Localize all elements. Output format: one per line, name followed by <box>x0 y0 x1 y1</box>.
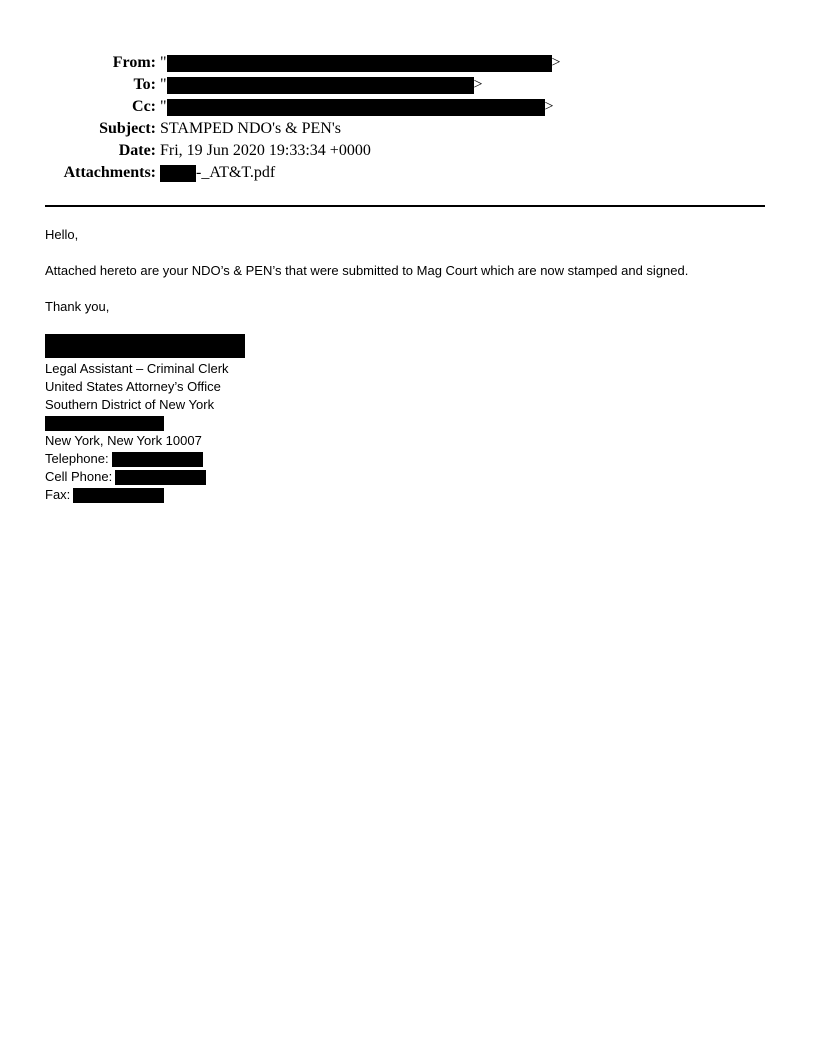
closing: Thank you, <box>45 299 110 314</box>
telephone-label: Telephone: <box>45 451 109 466</box>
signature-district: Southern District of New York <box>45 397 215 412</box>
to-redaction <box>167 77 474 94</box>
signature-name-redaction <box>45 334 245 358</box>
subject-label: Subject: <box>99 120 156 137</box>
from-label: From: <box>112 54 156 71</box>
signature-cell <box>45 468 785 486</box>
cell-label: Cell Phone: <box>45 469 113 484</box>
fax-redaction <box>73 488 164 503</box>
from-bracket: > <box>551 54 561 71</box>
to-row <box>0 74 816 96</box>
subject-row <box>0 118 816 140</box>
date-row <box>0 140 816 162</box>
signature-title: Legal Assistant – Criminal Clerk <box>45 361 229 376</box>
email-body <box>45 226 785 504</box>
signature-block <box>45 334 785 504</box>
date-value: Fri, 19 Jun 2020 19:33:34 +0000 <box>160 142 371 159</box>
from-quote: " <box>160 54 167 71</box>
greeting: Hello, <box>45 227 79 242</box>
email-header <box>0 52 816 184</box>
attachment-link[interactable] <box>160 162 275 184</box>
to-quote: " <box>160 76 167 93</box>
cc-value <box>160 96 554 118</box>
signature-office: United States Attorney’s Office <box>45 379 221 394</box>
date-label: Date: <box>118 142 156 159</box>
subject-value: STAMPED NDO's & PEN's <box>160 120 341 137</box>
cc-row <box>0 96 816 118</box>
signature-city: New York, New York 10007 <box>45 433 202 448</box>
fax-label: Fax: <box>45 487 71 502</box>
signature-telephone <box>45 450 785 468</box>
signature-fax <box>45 486 785 504</box>
cc-redaction <box>167 99 545 116</box>
address-redaction <box>45 416 164 431</box>
cc-bracket: > <box>544 98 554 115</box>
attachment-redaction <box>160 165 196 182</box>
to-label: To: <box>133 76 156 93</box>
from-value <box>160 52 561 74</box>
attachments-label: Attachments: <box>63 164 156 181</box>
from-redaction <box>167 55 552 72</box>
cell-redaction <box>115 470 206 485</box>
to-value <box>160 74 483 96</box>
cc-quote: " <box>160 98 167 115</box>
attachments-row <box>0 162 816 184</box>
attachment-filename[interactable]: -_AT&T.pdf <box>196 164 276 181</box>
message: Attached hereto are your NDO’s & PEN’s that were submitted to Mag Court which are now stamped and signed. <box>45 263 689 278</box>
telephone-redaction <box>112 452 203 467</box>
to-bracket: > <box>473 76 483 93</box>
signature-address-redacted <box>45 414 785 432</box>
header-divider <box>45 205 765 207</box>
from-row <box>0 52 816 74</box>
cc-label: Cc: <box>132 98 156 115</box>
